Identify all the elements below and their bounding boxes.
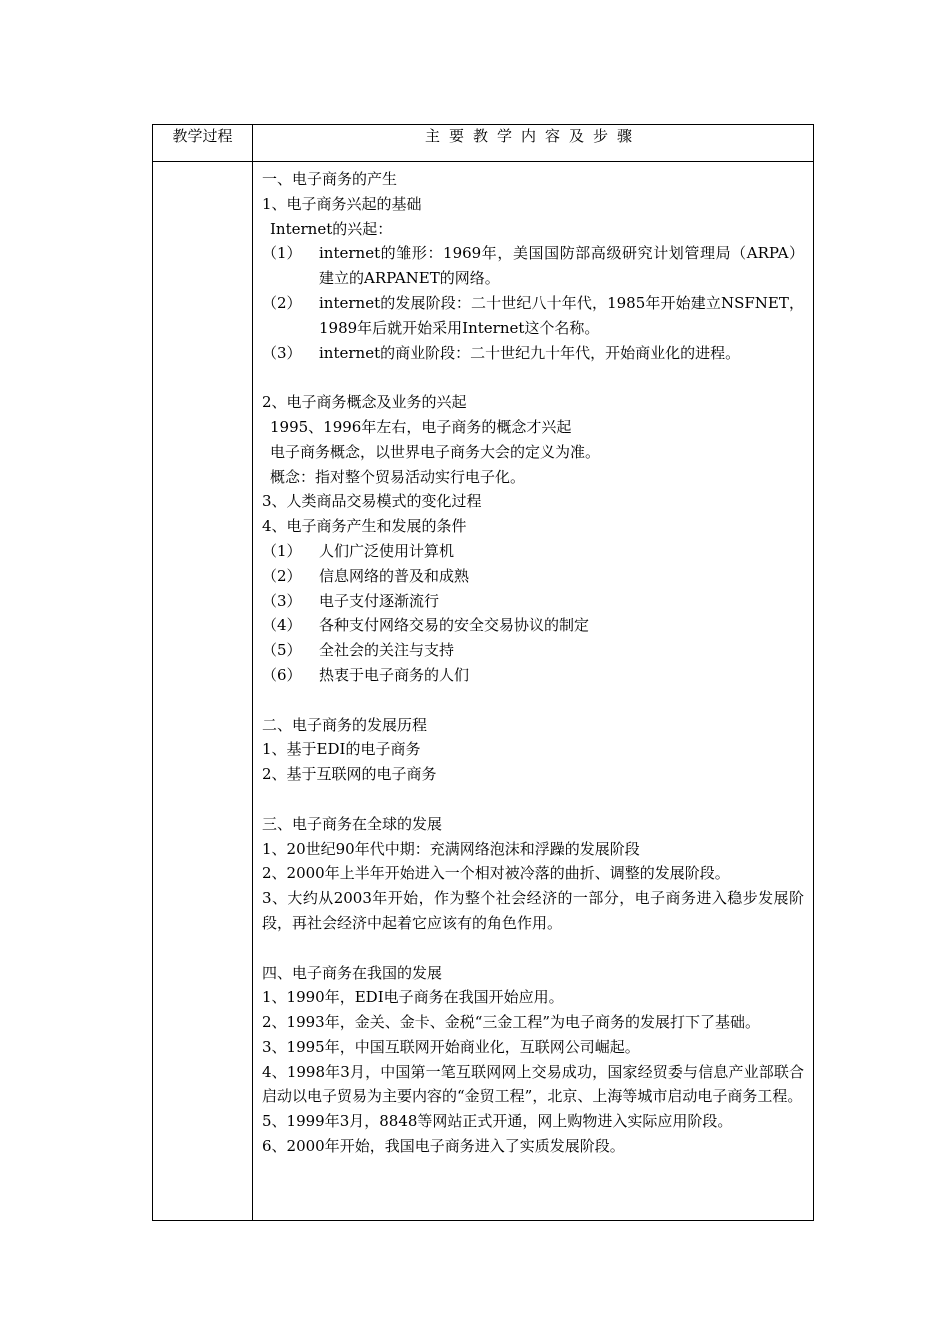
- teaching-process-cell: [153, 162, 253, 1221]
- paragraph-line: 5、1999年3月，8848等网站正式开通，网上购物进入实际应用阶段。: [262, 1112, 733, 1131]
- section-1-2-heading: 2、电子商务概念及业务的兴起: [262, 393, 467, 412]
- list-item-text: 人们广泛使用计算机: [319, 541, 455, 560]
- list-item-number: （3）: [262, 591, 302, 610]
- section-1-3-heading: 3、人类商品交易模式的变化过程: [262, 492, 482, 511]
- paragraph-line: 2、1993年，金关、金卡、金税“三金工程”为电子商务的发展打下了基础。: [262, 1013, 761, 1032]
- paragraph-line: 1、1990年，EDI电子商务在我国开始应用。: [262, 988, 564, 1007]
- content-body: [253, 162, 813, 1163]
- paragraph-line: 1、基于EDI的电子商务: [262, 740, 421, 759]
- list-item-text: internet的雏形：1969年，美国国防部高级研究计划管理局（ARPA）建立的ARPANET的网络。: [319, 244, 804, 288]
- list-item: [262, 341, 804, 366]
- section-1-1-heading: 1、电子商务兴起的基础: [262, 194, 422, 213]
- header-teaching-process: 教学过程: [153, 125, 253, 162]
- main-content-cell: [253, 162, 814, 1221]
- spacer: [262, 936, 804, 961]
- section-3-title: 三、电子商务在全球的发展: [262, 814, 443, 833]
- list-item: [262, 663, 804, 688]
- list-item-text: 信息网络的普及和成熟: [319, 566, 470, 585]
- list-item-text: internet的商业阶段：二十世纪九十年代，开始商业化的进程。: [319, 343, 741, 362]
- paragraph-line: 1、20世纪90年代中期：充满网络泡沫和浮躁的发展阶段: [262, 839, 640, 858]
- section-1-4-heading: 4、电子商务产生和发展的条件: [262, 517, 467, 536]
- paragraph-line: 3、大约从2003年开始，作为整个社会经济的一部分，电子商务进入稳步发展阶段，再社会经济中起着它应该有的角色作用。: [262, 889, 804, 932]
- list-item-number: （1）: [262, 244, 302, 263]
- list-item: [262, 613, 804, 638]
- paragraph-line: 电子商务概念，以世界电子商务大会的定义为准。: [270, 442, 601, 461]
- list-item-number: （3）: [262, 343, 302, 362]
- table-header-row: [153, 125, 814, 162]
- list-item: [262, 539, 804, 564]
- section-1-1-subheading: Internet的兴起：: [270, 219, 393, 238]
- list-item-number: （4）: [262, 616, 302, 635]
- paragraph-line: 2、2000年上半年开始进入一个相对被冷落的曲折、调整的发展阶段。: [262, 864, 730, 883]
- list-item-number: （2）: [262, 566, 302, 585]
- paragraph-line: 概念：指对整个贸易活动实行电子化。: [270, 467, 526, 486]
- list-item: [262, 589, 804, 614]
- list-item-text: 电子支付逐渐流行: [319, 591, 440, 610]
- list-item-text: internet的发展阶段：二十世纪八十年代，1985年开始建立NSFNET，1989年后就开始采用Internet这个名称。: [319, 293, 804, 337]
- table-body-row: [153, 162, 814, 1221]
- paragraph-line: 1995、1996年左右，电子商务的概念才兴起: [270, 417, 572, 436]
- section-4-title: 四、电子商务在我国的发展: [262, 963, 443, 982]
- list-item: [262, 638, 804, 663]
- list-item-number: （6）: [262, 665, 302, 684]
- list-item-number: （1）: [262, 541, 302, 560]
- header-main-content: 主要教学内容及步骤: [253, 125, 814, 162]
- list-item-text: 热衷于电子商务的人们: [319, 665, 470, 684]
- paragraph-line: 2、基于互联网的电子商务: [262, 765, 437, 784]
- list-item: [262, 291, 804, 341]
- spacer: [262, 787, 804, 812]
- lesson-table: [152, 124, 814, 1221]
- list-item-text: 各种支付网络交易的安全交易协议的制定: [319, 616, 590, 635]
- paragraph-line: 3、1995年，中国互联网开始商业化，互联网公司崛起。: [262, 1037, 640, 1056]
- list-item: [262, 564, 804, 589]
- paragraph-line: 4、1998年3月，中国第一笔互联网网上交易成功，国家经贸委与信息产业部联合启动以电子贸易为主要内容的“金贸工程”，北京、上海等城市启动电子商务工程。: [262, 1062, 804, 1106]
- spacer: [262, 365, 804, 390]
- section-1-title: 一、电子商务的产生: [262, 170, 398, 188]
- list-item-number: （5）: [262, 641, 302, 660]
- spacer: [262, 688, 804, 713]
- list-item-number: （2）: [262, 293, 302, 312]
- list-item-text: 全社会的关注与支持: [319, 641, 455, 660]
- list-item: [262, 241, 804, 291]
- section-2-title: 二、电子商务的发展历程: [262, 715, 428, 734]
- paragraph-line: 6、2000年开始，我国电子商务进入了实质发展阶段。: [262, 1137, 625, 1156]
